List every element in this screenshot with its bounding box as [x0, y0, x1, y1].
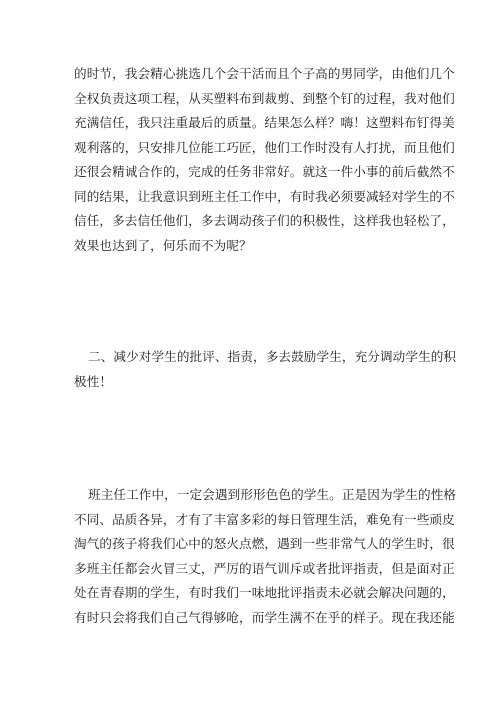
paragraph-line: 还很会精诚合作的，完成的任务非常好。就这一件小事的前后截然不 — [74, 164, 455, 179]
paragraph-line: 淘气的孩子将我们心中的怒火点燃，遇到一些非常气人的学生时，很 — [74, 536, 455, 551]
paragraph-line: 有时只会将我们自己气得够呛，而学生满不在乎的样子。现在我还能 — [74, 609, 455, 625]
paragraph-line: 观利落的，只安排几位能工巧匠，他们工作时没有人打扰，而且他们 — [74, 139, 455, 155]
heading-line: 极性！ — [74, 373, 113, 389]
paragraph-line: 信任，多去信任他们，多去调动孩子们的积极性，这样我也轻松了， — [74, 213, 455, 228]
body-paragraph — [74, 483, 457, 630]
heading-line: 二、减少对学生的批评、指责，多去鼓励学生，充分调动学生的积 — [88, 349, 457, 364]
paragraph-line: 同的结果，让我意识到班主任工作中，有时我必须要减轻对学生的不 — [74, 188, 455, 204]
paragraph-line: 不同、品质各异，才有了丰富多彩的每日管理生活，难免有一些顽皮 — [74, 511, 455, 527]
body-paragraph — [74, 62, 455, 258]
paragraph-line: 处在青春期的学生，有时我们一味地批评指责未必就会解决问题的， — [74, 585, 455, 600]
paragraph-line: 的时节，我会精心挑选几个会干活而且个子高的男同学，由他们几个 — [74, 66, 455, 81]
paragraph-line: 全权负责这项工程，从买塑料布到裁剪、到整个钉的过程，我对他们 — [74, 90, 455, 106]
paragraph-line: 多班主任都会火冒三丈，严厉的语气训斥或者批评指责，但是面对正 — [74, 560, 455, 576]
paragraph-line: 效果也达到了，何乐而不为呢？ — [74, 237, 252, 253]
section-heading — [74, 345, 457, 394]
paragraph-line: 充满信任，我只注重最后的质量。结果怎么样？嗨！这塑料布钉得美 — [74, 115, 455, 130]
paragraph-line: 班主任工作中，一定会遇到形形色色的学生。正是因为学生的性格 — [88, 487, 457, 502]
